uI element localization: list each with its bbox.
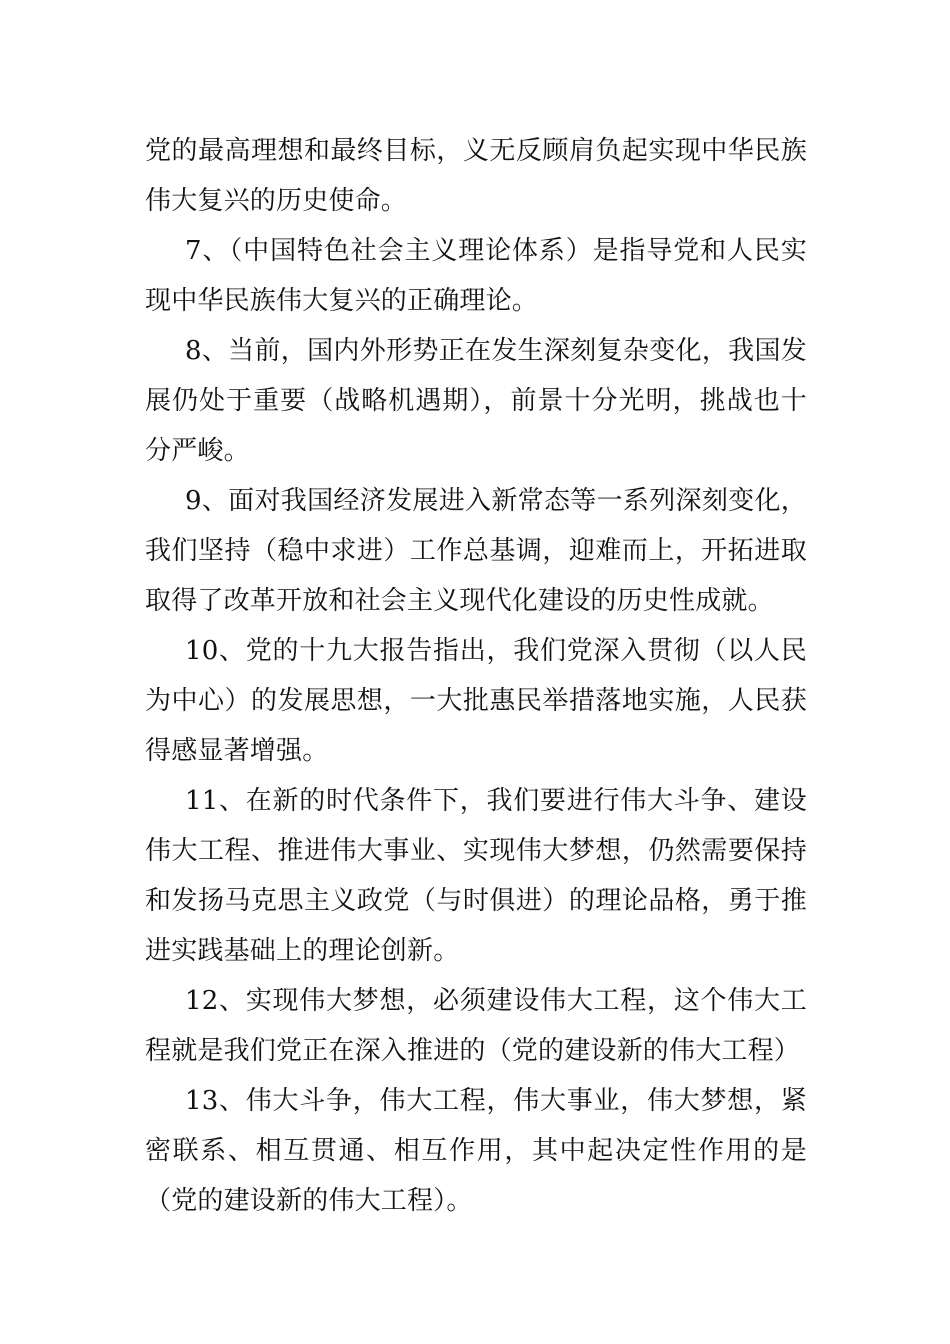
paragraph-continuation: 党的最高理想和最终目标，义无反顾肩负起实现中华民族伟大复兴的历史使命。 (145, 136, 807, 216)
document-body (145, 126, 807, 1226)
paragraph-item-7: 7、（中国特色社会主义理论体系）是指导党和人民实现中华民族伟大复兴的正确理论。 (145, 236, 807, 316)
paragraph-item-12: 12、实现伟大梦想，必须建设伟大工程，这个伟大工程就是我们党正在深入推进的（党的建设新的伟大工程） (145, 986, 807, 1066)
paragraph-item-10: 10、党的十九大报告指出，我们党深入贯彻（以人民为中心）的发展思想，一大批惠民举措落地实施，人民获得感显著增强。 (145, 636, 807, 766)
paragraph-item-11: 11、在新的时代条件下，我们要进行伟大斗争、建设伟大工程、推进伟大事业、实现伟大梦想，仍然需要保持和发扬马克思主义政党（与时俱进）的理论品格，勇于推进实践基础上的理论创新。 (145, 786, 807, 966)
paragraph-item-9: 9、面对我国经济发展进入新常态等一系列深刻变化，我们坚持（稳中求进）工作总基调，迎难而上，开拓进取取得了改革开放和社会主义现代化建设的历史性成就。 (145, 486, 807, 616)
paragraph-item-13: 13、伟大斗争，伟大工程，伟大事业，伟大梦想，紧密联系、相互贯通、相互作用，其中起决定性作用的是（党的建设新的伟大工程）。 (145, 1086, 807, 1216)
paragraph-item-8: 8、当前，国内外形势正在发生深刻复杂变化，我国发展仍处于重要（战略机遇期），前景十分光明，挑战也十分严峻。 (145, 336, 807, 466)
